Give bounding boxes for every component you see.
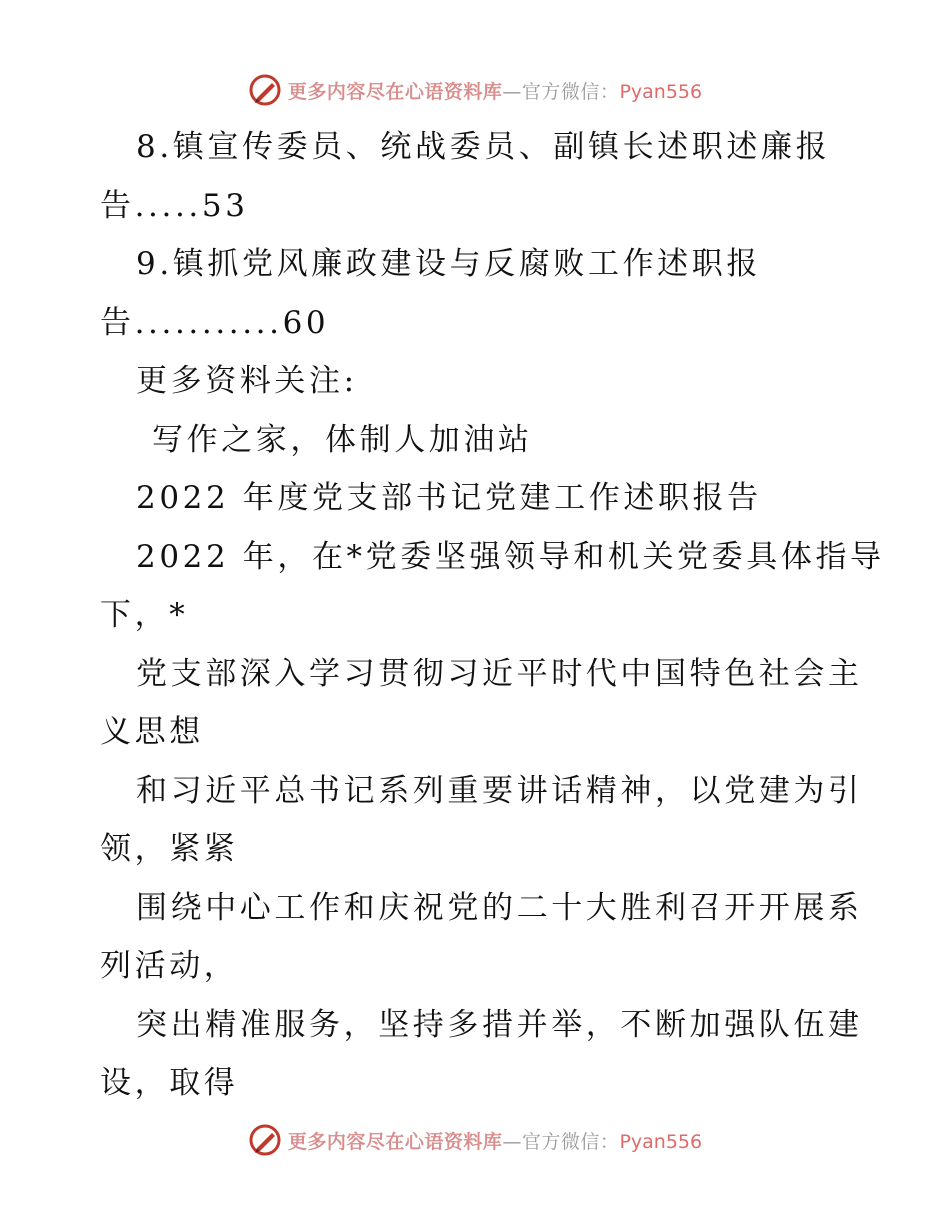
pen-logo-icon <box>248 1123 282 1157</box>
watermark-footer <box>0 1120 950 1160</box>
more-info-line: 更多资料关注: <box>136 363 358 399</box>
toc-item-8-cont: 告.....53 <box>100 187 249 224</box>
paragraph-line: 设，取得 <box>100 1065 239 1101</box>
toc-item-8: 8.镇宣传委员、统战委员、副镇长述职述廉报 <box>136 129 831 165</box>
watermark-dash: — <box>502 1130 522 1153</box>
watermark-handle: Pyan556 <box>619 1130 703 1153</box>
paragraph-line: 义思想 <box>100 714 204 750</box>
report-title: 2022 年度党支部书记党建工作述职报告 <box>136 480 762 516</box>
paragraph-line: 突出精准服务，坚持多措并举，不断加强队伍建 <box>136 1006 863 1043</box>
follow-accounts-line: 写作之家，体制人加油站 <box>152 421 533 458</box>
toc-item-9-cont: 告...........60 <box>100 304 330 341</box>
paragraph-line: 党支部深入学习贯彻习近平时代中国特色社会主 <box>136 655 863 692</box>
paragraph-line: 2022 年，在*党委坚强领导和机关党委具体指导 <box>136 538 885 575</box>
paragraph-line: 下，* <box>100 597 189 633</box>
paragraph-line: 和习近平总书记系列重要讲话精神，以党建为引 <box>136 772 863 809</box>
watermark-site: 更多内容尽在心语资料库 <box>287 1130 503 1153</box>
watermark-label: 官方微信： <box>521 1130 620 1153</box>
paragraph-line: 围绕中心工作和庆祝党的二十大胜利召开开展系 <box>136 889 863 926</box>
document-body <box>100 118 885 1113</box>
paragraph-line: 列活动， <box>100 948 239 984</box>
watermark-handle: Pyan556 <box>619 80 703 103</box>
watermark-site: 更多内容尽在心语资料库 <box>287 80 503 103</box>
pen-logo-icon <box>248 73 282 107</box>
watermark-label: 官方微信： <box>521 80 620 103</box>
paragraph-line: 领，紧紧 <box>100 831 239 867</box>
watermark-header <box>0 70 950 110</box>
watermark-dash: — <box>502 80 522 103</box>
toc-item-9: 9.镇抓党风廉政建设与反腐败工作述职报 <box>136 246 761 282</box>
